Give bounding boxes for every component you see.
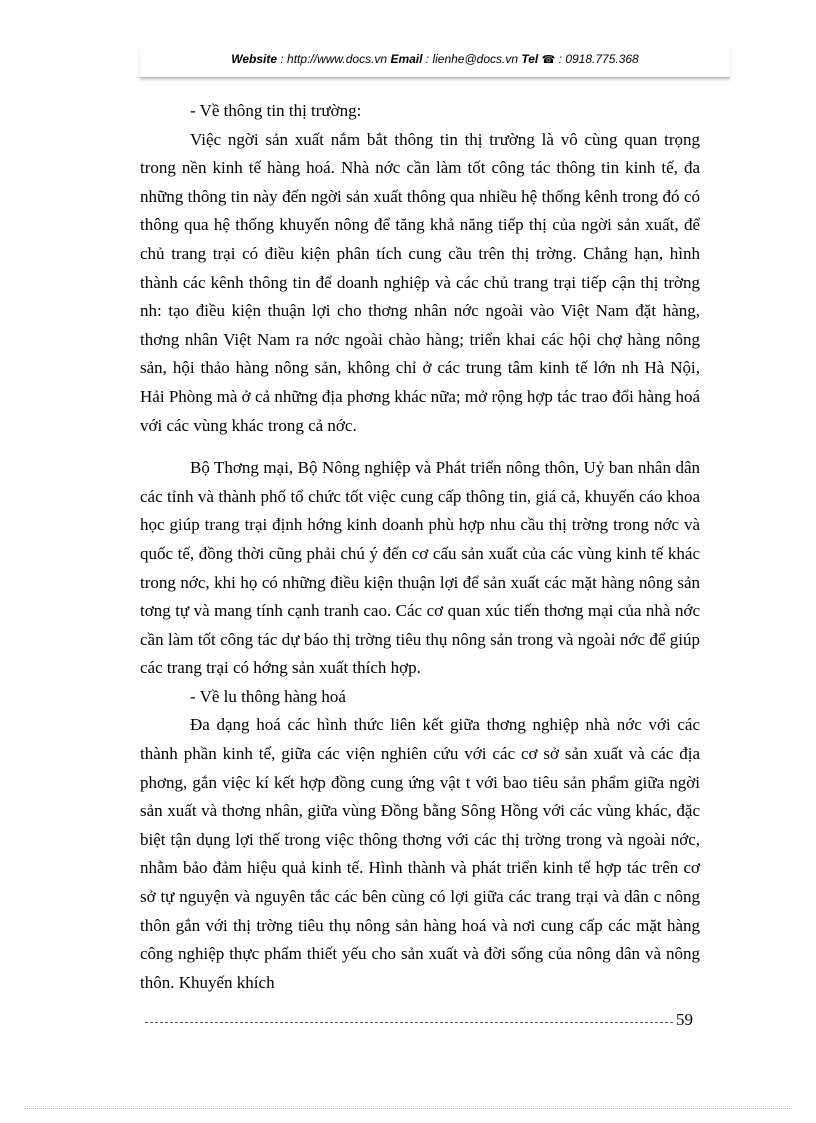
page-header — [140, 47, 730, 78]
paragraph: Đa dạng hoá các hình thức liên kết giữa thơng nghiệp nhà nớc với các thành phần kinh tế, giữa các viện nghiên cứu với các cơ sở sản xuất và các địa phơng, gắn việc kí kết hợp đồng cung ứng vật t với bao tiêu sản phẩm giữa ngời sản xuất và thơng nhân, giữa vùng Đồng bằng Sông Hồng với các vùng khác, đặc biệt tận dụng lợi thế trong việc thông thơng với các thị trờng trong và ngoài nớc, nhằm bảo đảm hiệu quả kinh tế. Hình thành và phát triển kinh tế hợp tác trên cơ sở tự nguyện và nguyên tắc các bên cùng có lợi giữa các trang trại và dân c nông thôn gắn với thị trờng tiêu thụ nông sản hàng hoá và nơi cung cấp các mặt hàng công nghiệp thực phẩm thiết yếu cho sản xuất và đời sống của nông dân và nông thôn. Khuyến khích — [140, 715, 700, 992]
website-label: Website — [231, 52, 278, 66]
website-url[interactable]: : http://www.docs.vn — [277, 52, 391, 66]
section-heading-goods-circulation: - Về lu thông hàng hoá — [190, 686, 346, 706]
paragraph: Việc ngời sản xuất nắm bắt thông tin thị trường là vô cùng quan trọng trong nền kinh tế hàng hoá. Nhà nớc cần làm tốt công tác thông tin kinh tế, đa những thông tin này đến ngời sản xuất thông qua nhiều hệ thống kênh trong đó có thông qua hệ thống khuyến nông để tăng khả năng tiếp thị của ngời sản xuất, để chủ trang trại có điều kiện phân tích cung cầu trên thị trờng. Chẳng hạn, hình thành các kênh thông tin để doanh nghiệp và các chủ trang trại tiếp cận thị trờng nh: tạo điều kiện thuận lợi cho thơng nhân nớc ngoài vào Việt Nam đặt hàng, thơng nhân Việt Nam ra nớc ngoài chào hàng; triển khai các hội chợ hàng nông sản, hội thảo hàng nông sản, không chỉ ở các trung tâm kinh tế lớn nh Hà Nội, Hải Phòng mà ở cả những địa phơng khác nữa; mở rộng hợp tác trao đổi hàng hoá với các vùng khác trong cả nớc. — [140, 129, 700, 435]
paragraph: Bộ Thơng mại, Bộ Nông nghiệp và Phát triển nông thôn, Uỷ ban nhân dân các tỉnh và thành phố tổ chức tốt việc cung cấp thông tin, giá cả, khuyến cáo khoa học giúp trang trại định hớng kinh doanh phù hợp nhu cầu thị trờng trong nớc và quốc tế, đồng thời cũng phải chú ý đến cơ cấu sản xuất của các vùng kinh tế khác trong nớc, khi họ có những điều kiện thuận lợi để sản xuất các mặt hàng nông sản tơng tự và mang tính cạnh tranh cao. Các cơ quan xúc tiến thơng mại của nhà nớc cần làm tốt công tác dự báo thị trờng tiêu thụ nông sản trong và ngoài nớc để giúp các trang trại có hớng sản xuất thích hợp. — [140, 458, 700, 678]
email-address[interactable]: : lienhe@docs.vn — [422, 52, 522, 66]
email-label: Email — [390, 52, 423, 66]
tel-number: : 0918.775.368 — [555, 52, 639, 66]
document-body — [140, 97, 700, 997]
section-heading-market-info: - Về thông tin thị trường: — [190, 101, 362, 120]
page-number: 59 — [676, 1010, 693, 1029]
tel-label: Tel — [521, 52, 539, 66]
phone-icon: ☎ — [541, 54, 556, 66]
footer-divider — [145, 1022, 673, 1023]
page-bottom-border — [24, 1108, 792, 1109]
